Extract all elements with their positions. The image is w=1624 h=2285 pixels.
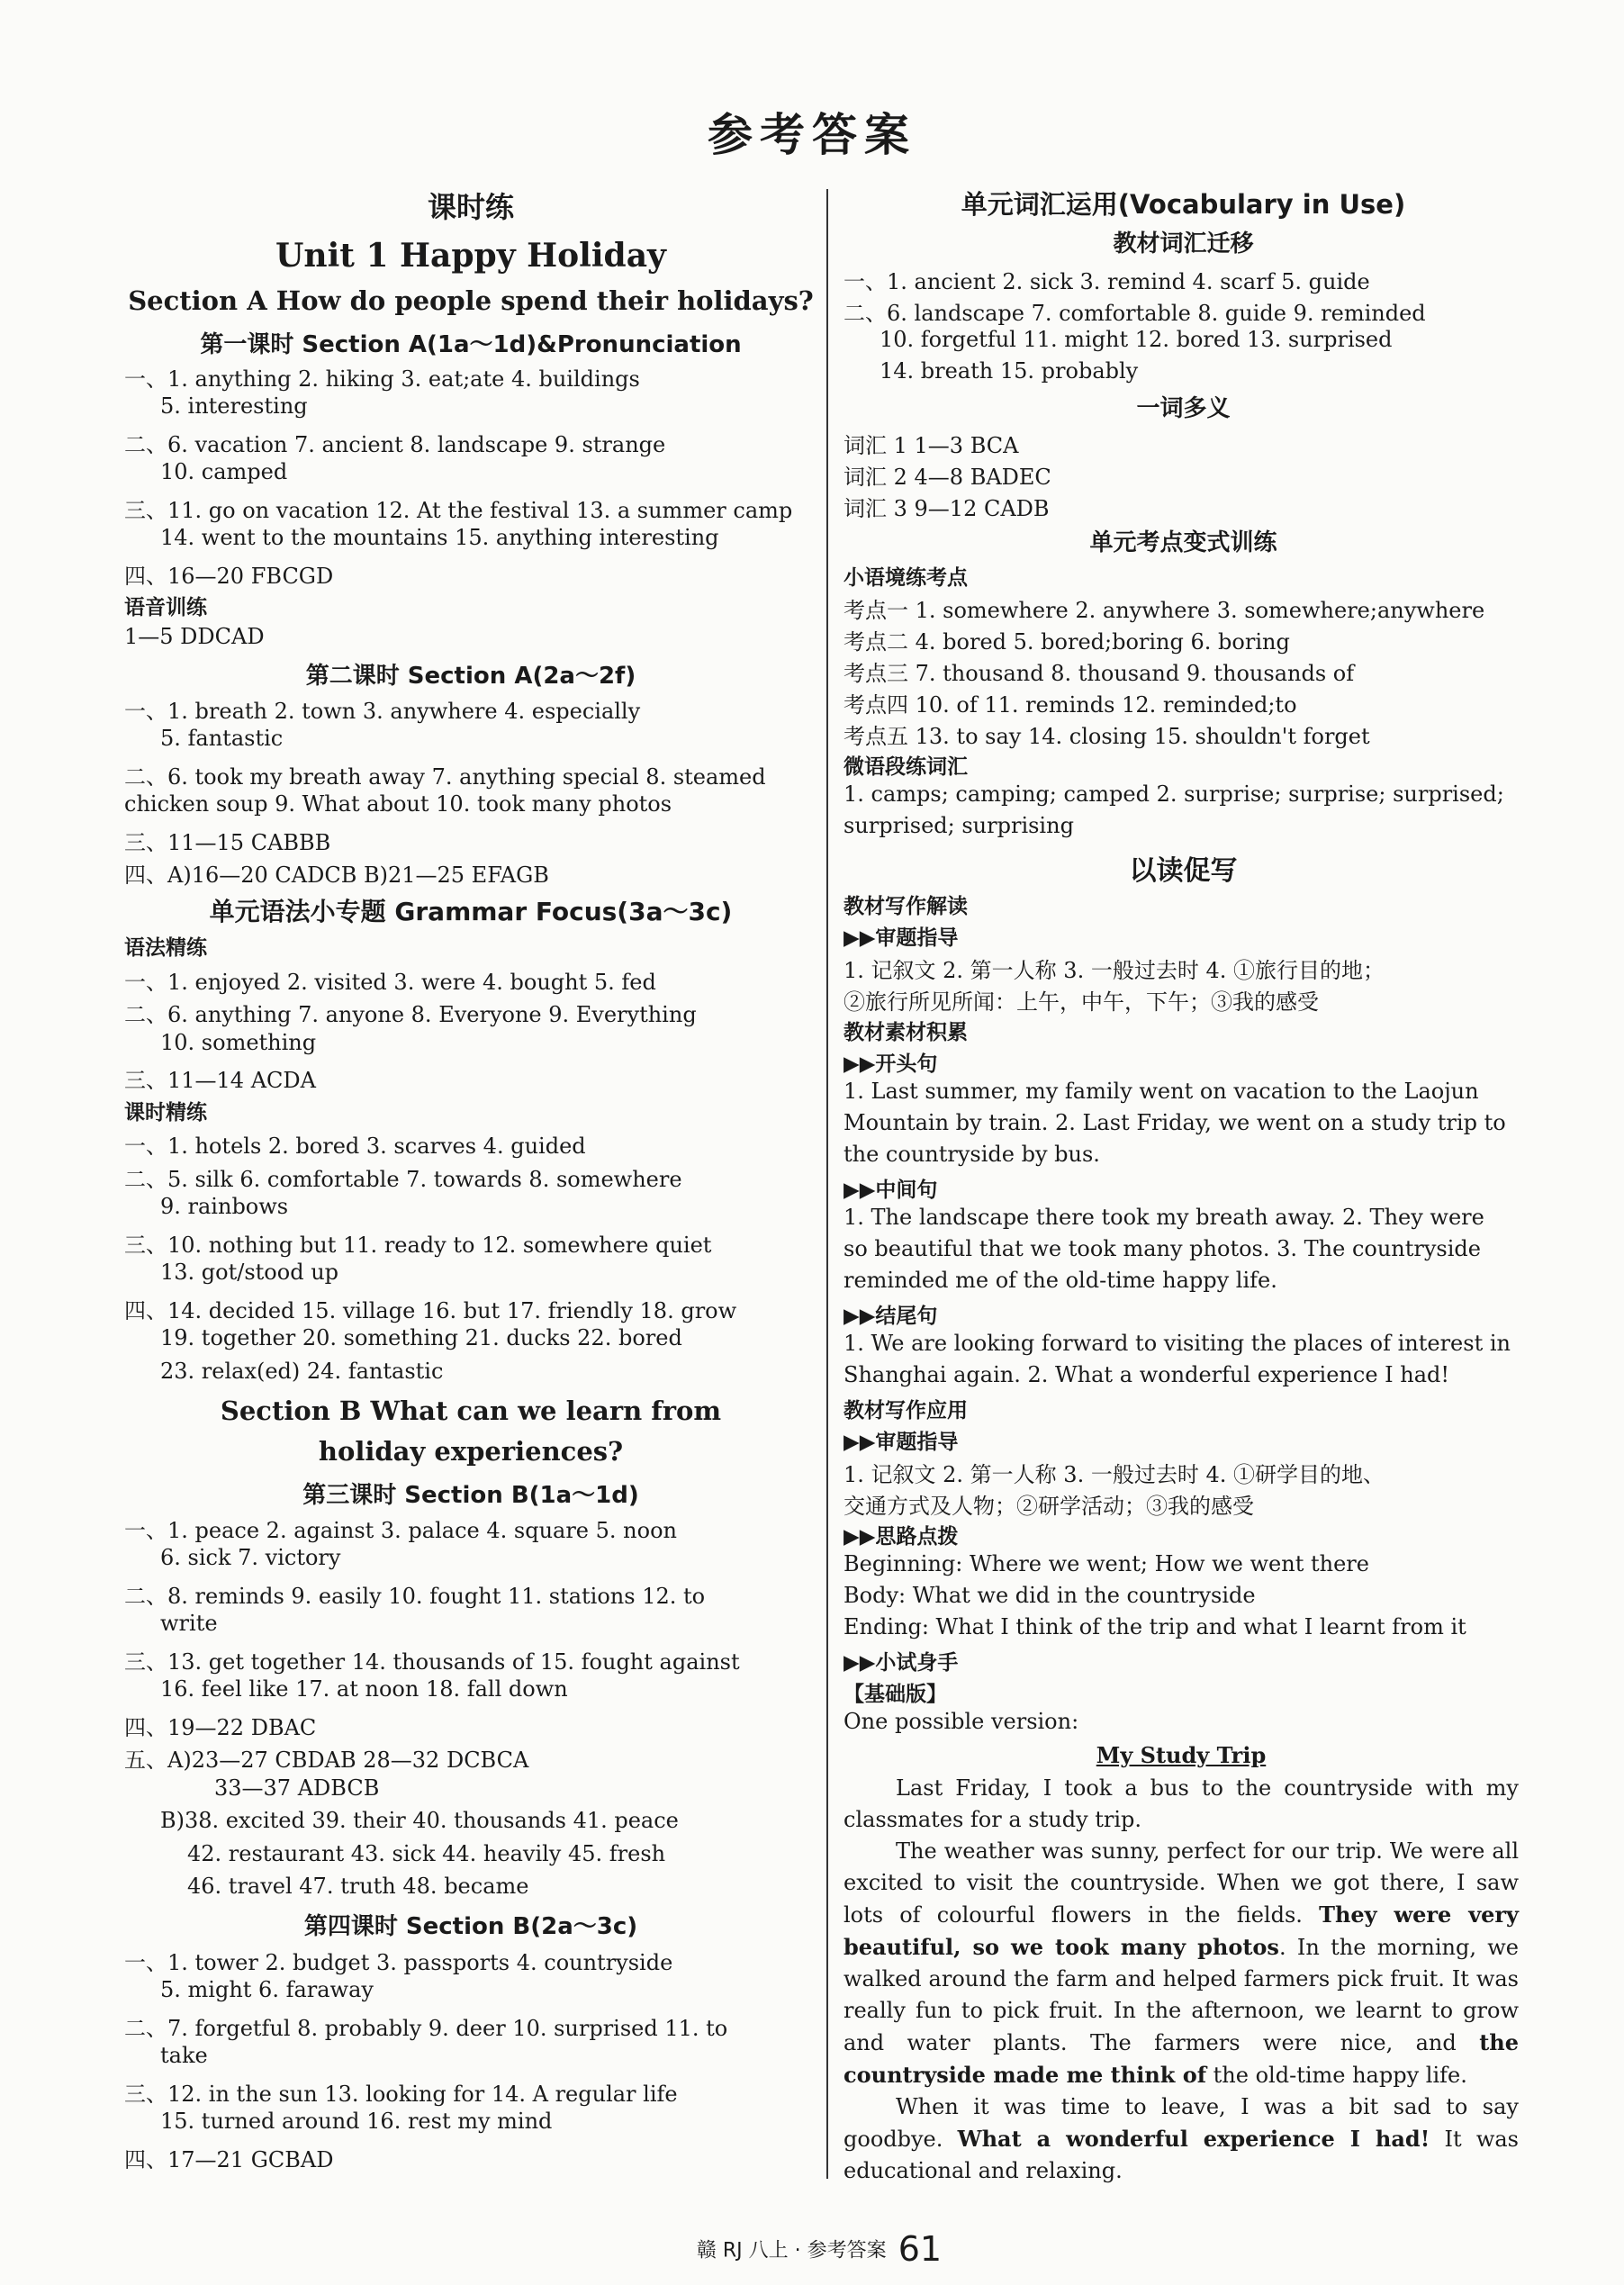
basic-version-label: 【基础版】 xyxy=(844,1683,947,1706)
answer-line: 五、A)23—27 CBDAB 28—32 DCBCA xyxy=(124,1748,529,1773)
answer-line: One possible version: xyxy=(844,1709,1079,1734)
grammar-practice-label: 语法精练 xyxy=(124,936,207,960)
answer-line: 5. interesting xyxy=(160,393,308,419)
essay-highlight: the countryside made me think of xyxy=(844,2029,1519,2088)
answer-line: Mountain by train. 2. Last Friday, we went on a study trip to xyxy=(844,1110,1506,1135)
lesson-3-heading: 第三课时 Section B(1a～1d) xyxy=(302,1482,639,1509)
answer-line: 三、13. get together 14. thousands of 15. fought against xyxy=(124,1649,740,1675)
answer-line: 19. together 20. something 21. ducks 22. bored xyxy=(160,1325,682,1350)
answer-line: 三、11—15 CABBB xyxy=(124,830,331,855)
answer-line: surprised; surprising xyxy=(844,813,1074,838)
vocab-transfer-heading: 教材词汇迁移 xyxy=(1113,230,1254,257)
answer-line: 三、10. nothing but 11. ready to 12. somewhere quiet xyxy=(124,1233,712,1258)
answer-line: 考点五 13. to say 14. closing 15. shouldn't forget xyxy=(844,724,1370,749)
paragraph-practice-label: 微语段练词汇 xyxy=(844,755,968,779)
section-a-title: Section A How do people spend their holidays? xyxy=(128,285,814,316)
opening-label: ▶▶开头句 xyxy=(844,1052,938,1076)
answer-line: 四、16—20 FBCGD xyxy=(124,564,334,589)
context-practice-label: 小语境练考点 xyxy=(844,566,968,590)
guide-label: ▶▶审题指导 xyxy=(844,1431,959,1454)
answer-line: reminded me of the old-time happy life. xyxy=(844,1268,1277,1293)
section-b-title: Section B What can we learn from xyxy=(220,1395,722,1426)
answer-line: 14. breath 15. probably xyxy=(880,358,1139,384)
answer-line: 13. got/stood up xyxy=(160,1260,339,1285)
materials-label: 教材素材积累 xyxy=(844,1021,968,1044)
essay-text: The weather was sunny, perfect for our trip. We were all excited to visit the countryside. When we got there, I saw lots of colourful flowers in the fields. xyxy=(844,1838,1519,1928)
vocabulary-heading: 单元词汇运用(Vocabulary in Use) xyxy=(961,189,1406,220)
answer-line: 1. 记叙文 2. 第一人称 3. 一般过去时 4. ①研学目的地、 xyxy=(844,1462,1385,1487)
answer-line: 一、1. tower 2. budget 3. passports 4. countryside xyxy=(124,1950,673,1975)
answer-line: so beautiful that we took many photos. 3. The countryside xyxy=(844,1236,1481,1261)
answer-line: 10. camped xyxy=(160,459,288,484)
answer-line: 三、11. go on vacation 12. At the festival 13. a summer camp xyxy=(124,498,793,523)
guide-label: ▶▶审题指导 xyxy=(844,926,959,950)
answer-line: chicken soup 9. What about 10. took many photos xyxy=(124,791,672,817)
essay-text: the old-time happy life. xyxy=(1206,2063,1467,2088)
essay-paragraph xyxy=(844,1836,1519,2091)
answer-line: 一、1. enjoyed 2. visited 3. were 4. bought 5. fed xyxy=(124,970,656,995)
answer-line: ②旅行所见所闻：上午，中午，下午；③我的感受 xyxy=(844,989,1319,1015)
answer-line: 考点二 4. bored 5. bored;boring 6. boring xyxy=(844,629,1290,655)
answer-line: B)38. excited 39. their 40. thousands 41. peace xyxy=(160,1808,679,1833)
essay-paragraph xyxy=(844,2091,1519,2187)
answer-line: 42. restaurant 43. sick 44. heavily 45. fresh xyxy=(187,1841,666,1866)
answer-line: 考点四 10. of 11. reminds 12. reminded;to xyxy=(844,692,1297,718)
answer-line: 四、A)16—20 CADCB B)21—25 EFAGB xyxy=(124,863,549,888)
sample-essay xyxy=(844,1773,1519,2187)
answer-line: 46. travel 47. truth 48. became xyxy=(187,1874,529,1899)
page-title: 参考答案 xyxy=(708,109,916,161)
answer-line: 词汇 1 1—3 BCA xyxy=(844,433,1019,458)
middle-label: ▶▶中间句 xyxy=(844,1179,938,1202)
lesson-1-heading: 第一课时 Section A(1a～1d)&Pronunciation xyxy=(200,331,742,358)
column-divider xyxy=(826,189,828,2179)
answer-line: 33—37 ADBCB xyxy=(214,1775,380,1801)
answer-line: 一、1. peace 2. against 3. palace 4. square 5. noon xyxy=(124,1518,677,1543)
essay-text: . In the morning, we walked around the farm and helped farmers pick fruit. It was really fun to pick fruit. In the afternoon, we learnt to grow and water plants. The farmers were nice, and xyxy=(844,1935,1519,2055)
heading-lesson-practice: 课时练 xyxy=(427,190,514,224)
test-points-heading: 单元考点变式训练 xyxy=(1089,529,1277,556)
answer-line: the countryside by bus. xyxy=(844,1142,1100,1167)
writing-heading: 以读促写 xyxy=(1129,855,1238,887)
answer-line: 三、11—14 ACDA xyxy=(124,1068,316,1093)
answer-line: 16. feel like 17. at noon 18. fall down xyxy=(160,1676,568,1702)
answer-line: 1—5 DDCAD xyxy=(124,624,265,649)
answer-line: 四、17—21 GCBAD xyxy=(124,2147,334,2172)
answer-line: 二、6. anything 7. anyone 8. Everyone 9. Everything xyxy=(124,1002,697,1027)
answer-line: Shanghai again. 2. What a wonderful experience I had! xyxy=(844,1362,1450,1387)
page-number: 61 xyxy=(898,2229,943,2269)
answer-line: 6. sick 7. victory xyxy=(160,1545,341,1570)
answer-line: 9. rainbows xyxy=(160,1194,289,1219)
essay-text: Last Friday, I took a bus to the countryside with my classmates for a study trip. xyxy=(844,1775,1519,1832)
answer-line: 一、1. ancient 2. sick 3. remind 4. scarf 5. guide xyxy=(844,269,1370,294)
try-label: ▶▶小试身手 xyxy=(844,1651,959,1675)
answer-line: 二、7. forgetful 8. probably 9. deer 10. surprised 11. to xyxy=(124,2016,728,2041)
outline-line: Body: What we did in the countryside xyxy=(844,1583,1256,1608)
essay-text: When it was time to leave, I was a bit sad to say goodbye. xyxy=(844,2094,1519,2152)
answer-line: 二、8. reminds 9. easily 10. fought 11. stations 12. to xyxy=(124,1584,706,1609)
pronunciation-label: 语音训练 xyxy=(124,596,207,619)
answer-line: 10. something xyxy=(160,1030,317,1055)
answer-line: write xyxy=(160,1611,218,1636)
writing-application-label: 教材写作应用 xyxy=(844,1399,968,1422)
answer-line: 词汇 3 9—12 CADB xyxy=(844,496,1050,521)
lesson-2-heading: 第二课时 Section A(2a～2f) xyxy=(305,663,636,690)
answer-line: 四、19—22 DBAC xyxy=(124,1715,317,1740)
ending-label: ▶▶结尾句 xyxy=(844,1305,938,1328)
answer-line: 二、6. vacation 7. ancient 8. landscape 9. strange xyxy=(124,432,666,457)
polysemy-heading: 一词多义 xyxy=(1136,395,1231,422)
answer-line: 1. Last summer, my family went on vacation to the Laojun xyxy=(844,1079,1479,1104)
answer-line: 二、5. silk 6. comfortable 7. towards 8. somewhere xyxy=(124,1167,682,1192)
page-footer xyxy=(630,2229,1008,2269)
answer-line: 23. relax(ed) 24. fantastic xyxy=(160,1359,444,1384)
outline-line: Beginning: Where we went; How we went there xyxy=(844,1551,1369,1576)
lesson-practice-label: 课时精练 xyxy=(124,1101,207,1124)
answer-line: 5. fantastic xyxy=(160,726,284,751)
unit-title: Unit 1 Happy Holiday xyxy=(275,237,666,275)
answer-line: 交通方式及人物；②研学活动；③我的感受 xyxy=(844,1494,1254,1519)
footer-text: 赣 RJ 八上 · 参考答案 xyxy=(696,2239,887,2262)
answer-line: 15. turned around 16. rest my mind xyxy=(160,2109,553,2134)
essay-paragraph xyxy=(844,1773,1519,1836)
answer-line: 10. forgetful 11. might 12. bored 13. surprised xyxy=(880,327,1393,352)
answer-line: 词汇 2 4—8 BADEC xyxy=(844,465,1051,490)
answer-line: 一、1. hotels 2. bored 3. scarves 4. guided xyxy=(124,1133,586,1159)
answer-line: 二、6. landscape 7. comfortable 8. guide 9. reminded xyxy=(844,301,1426,326)
writing-analysis-label: 教材写作解读 xyxy=(844,895,968,918)
answer-line: 5. might 6. faraway xyxy=(160,1977,374,2002)
lesson-4-heading: 第四课时 Section B(2a～3c) xyxy=(303,1913,638,1940)
answer-line: 考点一 1. somewhere 2. anywhere 3. somewhere;anywhere xyxy=(844,598,1485,623)
answer-line: 1. 记叙文 2. 第一人称 3. 一般过去时 4. ①旅行目的地； xyxy=(844,958,1385,983)
grammar-focus-heading: 单元语法小专题 Grammar Focus(3a～3c) xyxy=(209,897,733,926)
essay-highlight: They were very beautiful, so we took many photos xyxy=(844,1901,1520,1960)
answer-line: 四、14. decided 15. village 16. but 17. friendly 18. grow xyxy=(124,1298,737,1323)
answer-line: 考点三 7. thousand 8. thousand 9. thousands of xyxy=(844,661,1355,686)
answer-line: 一、1. anything 2. hiking 3. eat;ate 4. buildings xyxy=(124,366,640,392)
essay-highlight: What a wonderful experience I had! xyxy=(957,2126,1430,2152)
answer-line: 二、6. took my breath away 7. anything special 8. steamed xyxy=(124,764,766,790)
answer-line: 三、12. in the sun 13. looking for 14. A regular life xyxy=(124,2082,678,2107)
answer-line: 14. went to the mountains 15. anything interesting xyxy=(160,525,719,550)
section-b-title-line2: holiday experiences? xyxy=(318,1436,624,1467)
outline-line: Ending: What I think of the trip and what I learnt from it xyxy=(844,1614,1466,1639)
answer-line: 1. We are looking forward to visiting the places of interest in xyxy=(844,1331,1511,1356)
answer-line: take xyxy=(160,2043,208,2068)
answer-line: 1. camps; camping; camped 2. surprise; surprise; surprised; xyxy=(844,781,1504,807)
essay-text: It was educational and relaxing. xyxy=(844,2127,1519,2183)
answer-line: 1. The landscape there took my breath away. 2. They were xyxy=(844,1205,1484,1230)
ideas-label: ▶▶思路点拨 xyxy=(844,1525,959,1549)
essay-title: My Study Trip xyxy=(1096,1742,1267,1768)
answer-line: 一、1. breath 2. town 3. anywhere 4. especially xyxy=(124,699,641,724)
